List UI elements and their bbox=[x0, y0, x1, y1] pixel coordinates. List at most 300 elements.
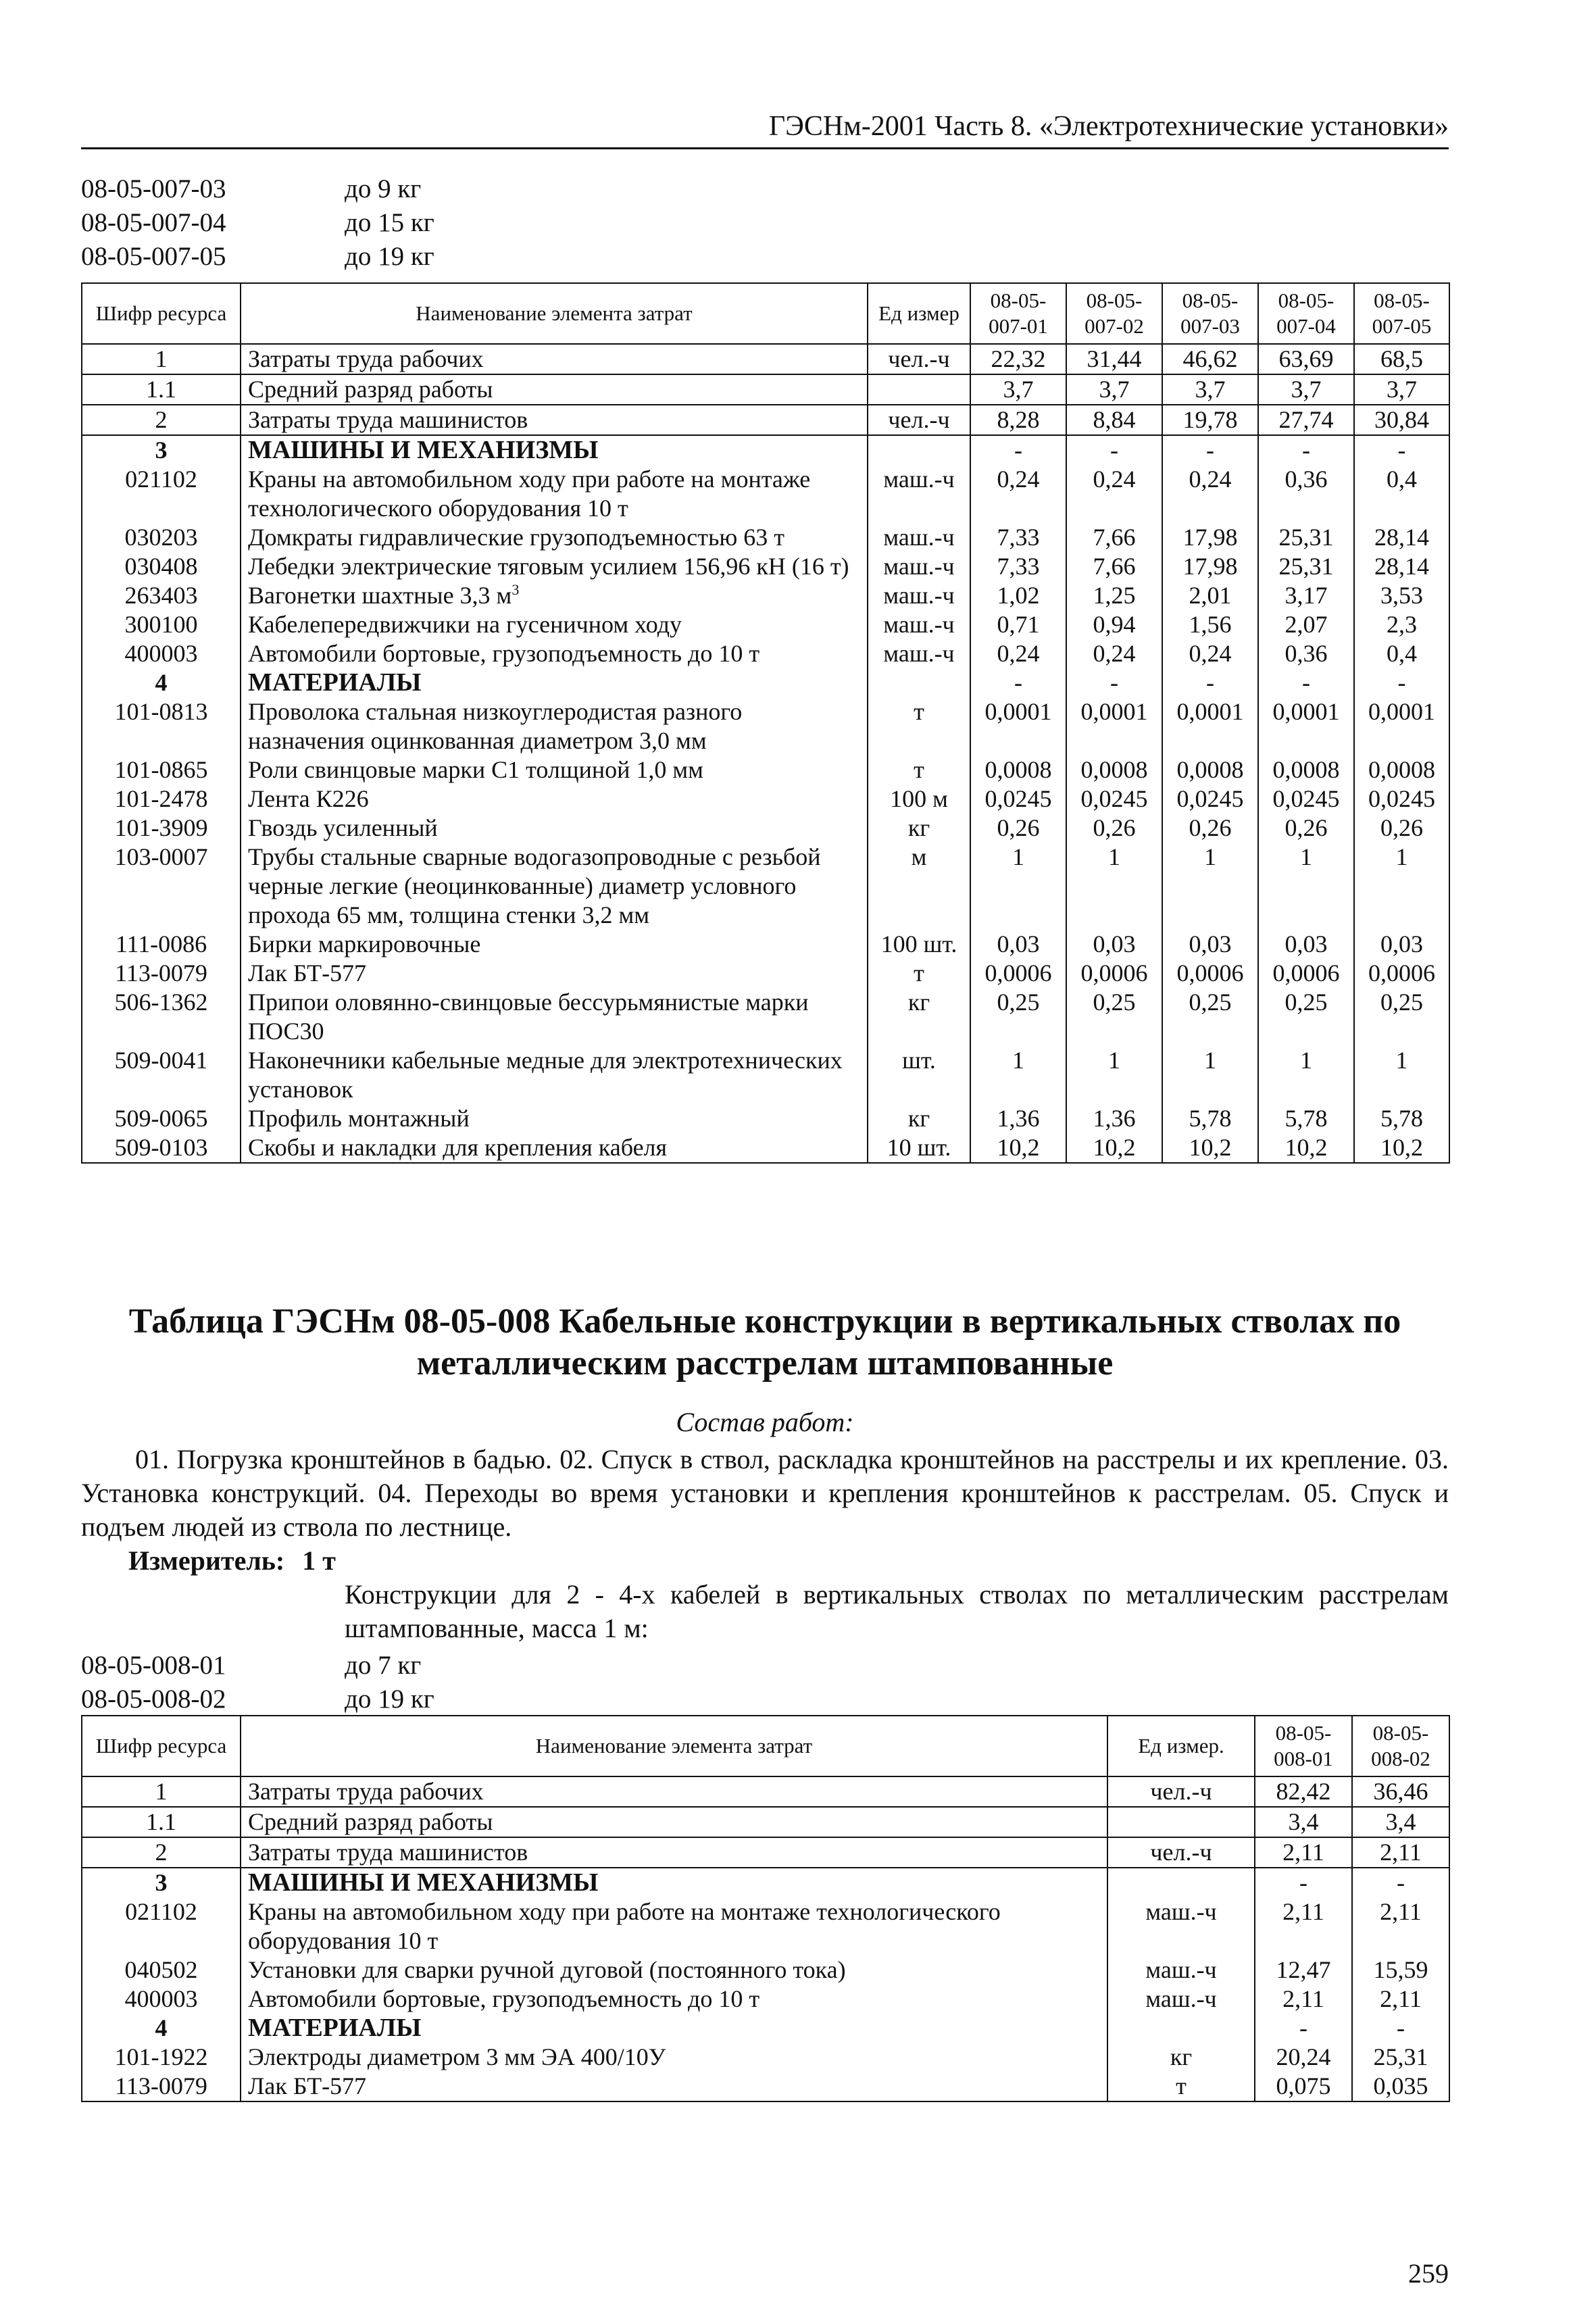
table-header-row bbox=[82, 1716, 1449, 1776]
cost-element-name bbox=[241, 1104, 868, 1133]
norm-value: 20,24 bbox=[1255, 2043, 1352, 2072]
resource-code: 4 bbox=[82, 668, 241, 697]
table-header-row bbox=[82, 283, 1449, 344]
resource-code: 400003 bbox=[82, 639, 241, 668]
table-title: Таблица ГЭСНм 08-05-008 Кабельные конструкции в вертикальных стволах по металлическим расстрелам штампованные bbox=[128, 1302, 1401, 1383]
norm-value: 1 bbox=[1162, 843, 1258, 930]
table-row bbox=[82, 552, 1449, 581]
norm-value: 1,36 bbox=[970, 1104, 1066, 1133]
running-header: ГЭСНм-2001 Часть 8. «Электротехнические установки» bbox=[81, 109, 1449, 149]
cost-element-name bbox=[241, 1897, 1107, 1956]
unit-of-measure: чел.-ч bbox=[1107, 1776, 1255, 1807]
variant-item bbox=[81, 1649, 434, 1683]
cost-element-name bbox=[241, 374, 868, 405]
norm-value: 1 bbox=[1066, 843, 1162, 930]
norm-value: 0,03 bbox=[1258, 930, 1354, 959]
resource-code: 1.1 bbox=[82, 374, 241, 405]
unit-of-measure: т bbox=[868, 959, 970, 988]
norm-value: 0,0006 bbox=[1162, 959, 1258, 988]
cost-element-text: Лак БТ-577 bbox=[248, 2072, 367, 2099]
norm-value: - bbox=[1255, 2014, 1352, 2043]
norm-value: 0,0001 bbox=[970, 697, 1066, 755]
norm-value: - bbox=[1162, 435, 1258, 465]
table-row bbox=[82, 930, 1449, 959]
cost-element-name bbox=[241, 785, 868, 814]
cost-element-name bbox=[241, 2072, 1107, 2101]
resource-code: 101-0813 bbox=[82, 697, 241, 755]
unit-of-measure: кг bbox=[868, 988, 970, 1046]
resource-code: 111-0086 bbox=[82, 930, 241, 959]
cost-element-text: Затраты труда машинистов bbox=[248, 406, 528, 433]
cost-element-text: Проволока стальная низкоуглеродистая разного назначения оцинкованная диаметром 3,0 мм bbox=[248, 698, 743, 754]
resource-code: 113-0079 bbox=[82, 2072, 241, 2101]
resource-code: 021102 bbox=[82, 1897, 241, 1956]
table-row bbox=[82, 610, 1449, 639]
unit-of-measure bbox=[868, 374, 970, 405]
table-row bbox=[82, 785, 1449, 814]
section-heading bbox=[241, 668, 868, 697]
measure-line bbox=[128, 1544, 336, 1578]
variant-label: до 7 кг bbox=[345, 1651, 422, 1680]
cost-element-text: Профиль монтажный bbox=[248, 1105, 470, 1132]
table-row bbox=[82, 1104, 1449, 1133]
norm-value: 5,78 bbox=[1354, 1104, 1449, 1133]
norm-value: 1,25 bbox=[1066, 581, 1162, 610]
norm-value: 3,17 bbox=[1258, 581, 1354, 610]
header-code: Шифр ресурса bbox=[82, 1716, 241, 1776]
cost-element-name bbox=[241, 697, 868, 755]
table-row bbox=[82, 1046, 1449, 1104]
cost-element-text: Припои оловянно-свинцовые бессурьмянистые марки ПОС30 bbox=[248, 989, 809, 1045]
norm-value: - bbox=[1258, 668, 1354, 697]
norm-value: 15,59 bbox=[1352, 1956, 1449, 1985]
table-row bbox=[82, 2014, 1449, 2043]
norm-value: 0,4 bbox=[1354, 639, 1449, 668]
norm-value: 0,24 bbox=[1066, 639, 1162, 668]
cost-element-text: Краны на автомобильном ходу при работе на монтаже технологического оборудования 10 т bbox=[248, 466, 811, 522]
unit-of-measure: кг bbox=[1107, 2043, 1255, 2072]
norm-value: - bbox=[970, 435, 1066, 465]
resource-code: 101-2478 bbox=[82, 785, 241, 814]
norm-value: 2,07 bbox=[1258, 610, 1354, 639]
cost-element-name bbox=[241, 2043, 1107, 2072]
norm-value: 0,25 bbox=[1066, 988, 1162, 1046]
unit-of-measure: шт. bbox=[868, 1046, 970, 1104]
norm-value: 1 bbox=[1066, 1046, 1162, 1104]
norm-value: 1 bbox=[1258, 843, 1354, 930]
norm-value: 10,2 bbox=[970, 1133, 1066, 1163]
table-row bbox=[82, 814, 1449, 843]
resource-code: 509-0103 bbox=[82, 1133, 241, 1163]
norm-value: 25,31 bbox=[1258, 523, 1354, 552]
norm-value: 0,71 bbox=[970, 610, 1066, 639]
resource-code: 2 bbox=[82, 1837, 241, 1868]
variant-item bbox=[81, 206, 434, 240]
cost-element-text: Бирки маркировочные bbox=[248, 930, 481, 957]
table-row bbox=[82, 1776, 1449, 1807]
unit-of-measure: маш.-ч bbox=[868, 639, 970, 668]
norm-value: 7,33 bbox=[970, 523, 1066, 552]
resource-code: 4 bbox=[82, 2014, 241, 2043]
resource-code: 101-0865 bbox=[82, 755, 241, 785]
variant-code: 08-05-008-01 bbox=[81, 1651, 226, 1680]
norm-value: - bbox=[1354, 435, 1449, 465]
norm-value: 3,4 bbox=[1352, 1807, 1449, 1837]
norm-value: 0,0008 bbox=[970, 755, 1066, 785]
header-col-2: 08-05-008-02 bbox=[1352, 1716, 1449, 1776]
unit-superscript: 3 bbox=[512, 581, 520, 598]
cost-element-name bbox=[241, 843, 868, 930]
resource-code: 1 bbox=[82, 344, 241, 374]
norm-value: 2,3 bbox=[1354, 610, 1449, 639]
cost-element-name bbox=[241, 344, 868, 374]
norm-value: - bbox=[1066, 435, 1162, 465]
table-row bbox=[82, 465, 1449, 523]
norm-value: 1 bbox=[1354, 843, 1449, 930]
cost-element-text: Роли свинцовые марки С1 толщиной 1,0 мм bbox=[248, 756, 703, 783]
unit-of-measure: кг bbox=[868, 814, 970, 843]
cost-element-text: Лента К226 bbox=[248, 785, 369, 812]
norm-value: 0,0245 bbox=[1066, 785, 1162, 814]
cost-element-text: Трубы стальные сварные водогазопроводные с резьбой черные легкие (неоцинкованные) диаметр условного прохода 65 мм, толщина стенки 3,2 мм bbox=[248, 843, 821, 928]
section-heading bbox=[241, 1868, 1107, 1897]
norm-value: - bbox=[1162, 668, 1258, 697]
cost-element-text: Электроды диаметром 3 мм ЭА 400/10У bbox=[248, 2043, 666, 2070]
unit-of-measure bbox=[868, 435, 970, 465]
norm-value: 30,84 bbox=[1354, 405, 1449, 435]
table-row bbox=[82, 843, 1449, 930]
resource-code: 021102 bbox=[82, 465, 241, 523]
cost-element-name bbox=[241, 930, 868, 959]
norm-value: 0,4 bbox=[1354, 465, 1449, 523]
cost-element-name bbox=[241, 814, 868, 843]
work-description: Конструкции для 2 - 4-х кабелей в вертикальных стволах по металлическим расстрелам штампованные, масса 1 м: bbox=[345, 1579, 1449, 1643]
cost-element-name bbox=[241, 610, 868, 639]
cost-element-name bbox=[241, 959, 868, 988]
composition-text: 01. Погрузка кронштейнов в бадью. 02. Спуск в ствол, раскладка кронштейнов на расстрелы и их крепление. 03. Установка конструкций. 04. Переходы во время установки и крепления кронштейнов к расстрелам. 05. Спуск и подъем людей из ствола по лестнице. bbox=[81, 1444, 1449, 1542]
table-row bbox=[82, 435, 1449, 465]
variant-item bbox=[81, 240, 434, 274]
norm-value: 25,31 bbox=[1352, 2043, 1449, 2072]
variant-item bbox=[81, 172, 434, 206]
norm-value: 0,24 bbox=[1162, 639, 1258, 668]
unit-of-measure: маш.-ч bbox=[1107, 1985, 1255, 2014]
norm-value: 0,03 bbox=[1066, 930, 1162, 959]
table-row bbox=[82, 1897, 1449, 1956]
resource-code: 040502 bbox=[82, 1956, 241, 1985]
table-row bbox=[82, 639, 1449, 668]
header-unit: Ед измер bbox=[868, 283, 970, 344]
cost-element-text: Кабелепередвижчики на гусеничном ходу bbox=[248, 611, 682, 638]
header-unit: Ед измер. bbox=[1107, 1716, 1255, 1776]
norm-value: 0,25 bbox=[1354, 988, 1449, 1046]
variant-code: 08-05-007-05 bbox=[81, 242, 226, 271]
unit-of-measure: т bbox=[868, 697, 970, 755]
header-code: Шифр ресурса bbox=[82, 283, 241, 344]
norm-value: - bbox=[1255, 1868, 1352, 1897]
norm-value: 0,24 bbox=[1066, 465, 1162, 523]
cost-element-text: Автомобили бортовые, грузоподъемность до 10 т bbox=[248, 1985, 760, 2012]
unit-of-measure bbox=[1107, 1868, 1255, 1897]
variant-code: 08-05-008-02 bbox=[81, 1685, 226, 1714]
unit-of-measure: кг bbox=[868, 1104, 970, 1133]
cost-element-text: Установки для сварки ручной дуговой (постоянного тока) bbox=[248, 1956, 846, 1983]
header-col-4: 08-05-007-04 bbox=[1258, 283, 1354, 344]
cost-element-text: МАШИНЫ И МЕХАНИЗМЫ bbox=[248, 1868, 599, 1897]
norm-value: 25,31 bbox=[1258, 552, 1354, 581]
norm-value: 0,25 bbox=[970, 988, 1066, 1046]
table-row bbox=[82, 1868, 1449, 1897]
norm-value: 0,0245 bbox=[970, 785, 1066, 814]
norm-value: 0,36 bbox=[1258, 465, 1354, 523]
table-row bbox=[82, 405, 1449, 435]
unit-of-measure: м bbox=[868, 843, 970, 930]
norm-value: 0,075 bbox=[1255, 2072, 1352, 2101]
norm-value: 3,4 bbox=[1255, 1807, 1352, 1837]
resource-code: 2 bbox=[82, 405, 241, 435]
norm-value: 1 bbox=[1354, 1046, 1449, 1104]
table-row bbox=[82, 2072, 1449, 2101]
composition-label: Состав работ: bbox=[676, 1407, 854, 1437]
norm-value: 3,7 bbox=[970, 374, 1066, 405]
norm-value: - bbox=[1354, 668, 1449, 697]
norm-value: 19,78 bbox=[1162, 405, 1258, 435]
norm-value: 0,0008 bbox=[1066, 755, 1162, 785]
norm-value: 31,44 bbox=[1066, 344, 1162, 374]
cost-element-text: Затраты труда машинистов bbox=[248, 1839, 528, 1866]
resource-code: 400003 bbox=[82, 1985, 241, 2014]
section-heading bbox=[241, 2014, 1107, 2043]
variant-list-007 bbox=[81, 172, 434, 274]
norm-value: 0,24 bbox=[970, 465, 1066, 523]
unit-of-measure bbox=[868, 668, 970, 697]
norm-value: 2,11 bbox=[1352, 1897, 1449, 1956]
measure-value: 1 т bbox=[302, 1545, 336, 1576]
norm-value: 0,0245 bbox=[1162, 785, 1258, 814]
unit-of-measure: маш.-ч bbox=[868, 610, 970, 639]
cost-element-name bbox=[241, 552, 868, 581]
cost-element-name bbox=[241, 1807, 1107, 1837]
norm-value: 10,2 bbox=[1162, 1133, 1258, 1163]
cost-element-name bbox=[241, 1046, 868, 1104]
cost-element-text: Автомобили бортовые, грузоподъемность до 10 т bbox=[248, 640, 760, 667]
cost-element-name bbox=[241, 639, 868, 668]
table-row bbox=[82, 697, 1449, 755]
cost-element-name bbox=[241, 405, 868, 435]
cost-element-text: Гвоздь усиленный bbox=[248, 814, 438, 841]
table-row bbox=[82, 959, 1449, 988]
table-row bbox=[82, 755, 1449, 785]
norm-value: 1,36 bbox=[1066, 1104, 1162, 1133]
unit-of-measure: маш.-ч bbox=[868, 581, 970, 610]
norm-value: 5,78 bbox=[1162, 1104, 1258, 1133]
norm-value: 0,26 bbox=[1258, 814, 1354, 843]
cost-element-text: Наконечники кабельные медные для электротехнических установок bbox=[248, 1047, 843, 1103]
header-col-1: 08-05-008-01 bbox=[1255, 1716, 1352, 1776]
unit-of-measure: маш.-ч bbox=[1107, 1956, 1255, 1985]
norm-value: 1 bbox=[1162, 1046, 1258, 1104]
norm-value: 7,66 bbox=[1066, 523, 1162, 552]
unit-of-measure: чел.-ч bbox=[868, 344, 970, 374]
resource-code: 101-1922 bbox=[82, 2043, 241, 2072]
cost-element-name bbox=[241, 1776, 1107, 1807]
cost-element-name bbox=[241, 523, 868, 552]
resource-table-08-05-007 bbox=[81, 282, 1450, 1164]
unit-of-measure: 10 шт. bbox=[868, 1133, 970, 1163]
norm-value: 0,26 bbox=[970, 814, 1066, 843]
norm-value: 12,47 bbox=[1255, 1956, 1352, 1985]
unit-of-measure: чел.-ч bbox=[868, 405, 970, 435]
cost-element-text: Лебедки электрические тяговым усилием 156,96 кН (16 т) bbox=[248, 553, 849, 580]
norm-value: 1,02 bbox=[970, 581, 1066, 610]
cost-element-name bbox=[241, 1133, 868, 1163]
table-row bbox=[82, 1807, 1449, 1837]
resource-code: 3 bbox=[82, 435, 241, 465]
norm-value: 17,98 bbox=[1162, 552, 1258, 581]
norm-value: 5,78 bbox=[1258, 1104, 1354, 1133]
norm-value: 0,0008 bbox=[1162, 755, 1258, 785]
table-row bbox=[82, 988, 1449, 1046]
table-row bbox=[82, 668, 1449, 697]
variant-item bbox=[81, 1683, 434, 1716]
norm-value: 10,2 bbox=[1066, 1133, 1162, 1163]
norm-value: 82,42 bbox=[1255, 1776, 1352, 1807]
norm-value: - bbox=[1352, 1868, 1449, 1897]
unit-of-measure: т bbox=[1107, 2072, 1255, 2101]
variant-code: 08-05-007-04 bbox=[81, 208, 226, 237]
norm-value: 8,84 bbox=[1066, 405, 1162, 435]
norm-value: 0,0245 bbox=[1354, 785, 1449, 814]
norm-value: 0,0008 bbox=[1354, 755, 1449, 785]
norm-value: 22,32 bbox=[970, 344, 1066, 374]
norm-value: 3,53 bbox=[1354, 581, 1449, 610]
header-col-3: 08-05-007-03 bbox=[1162, 283, 1258, 344]
norm-value: 3,7 bbox=[1354, 374, 1449, 405]
measure-label: Измеритель: bbox=[128, 1545, 285, 1576]
table-row bbox=[82, 1837, 1449, 1868]
norm-value: 0,0001 bbox=[1066, 697, 1162, 755]
table-row bbox=[82, 344, 1449, 374]
variant-label: до 19 кг bbox=[345, 1685, 434, 1714]
norm-value: 7,66 bbox=[1066, 552, 1162, 581]
norm-value: 2,01 bbox=[1162, 581, 1258, 610]
norm-value: 3,7 bbox=[1258, 374, 1354, 405]
cost-element-text: МАТЕРИАЛЫ bbox=[248, 668, 422, 697]
resource-code: 103-0007 bbox=[82, 843, 241, 930]
cost-element-text: Средний разряд работы bbox=[248, 1808, 493, 1835]
norm-value: - bbox=[1066, 668, 1162, 697]
norm-value: 2,11 bbox=[1352, 1985, 1449, 2014]
cost-element-text: Затраты труда рабочих bbox=[248, 345, 484, 372]
variant-label: до 9 кг bbox=[345, 174, 422, 203]
table-row bbox=[82, 374, 1449, 405]
variant-code: 08-05-007-03 bbox=[81, 174, 226, 203]
table-row bbox=[82, 2043, 1449, 2072]
norm-value: 36,46 bbox=[1352, 1776, 1449, 1807]
resource-code: 509-0065 bbox=[82, 1104, 241, 1133]
header-name: Наименование элемента затрат bbox=[241, 1716, 1107, 1776]
table-row bbox=[82, 1956, 1449, 1985]
cost-element-text: Вагонетки шахтные 3,3 м bbox=[248, 582, 512, 609]
norm-value: - bbox=[1258, 435, 1354, 465]
table-row bbox=[82, 1985, 1449, 2014]
norm-value: - bbox=[970, 668, 1066, 697]
resource-code: 030408 bbox=[82, 552, 241, 581]
unit-of-measure: маш.-ч bbox=[868, 552, 970, 581]
norm-value: 3,7 bbox=[1162, 374, 1258, 405]
norm-value: 0,24 bbox=[1162, 465, 1258, 523]
header-name: Наименование элемента затрат bbox=[241, 283, 868, 344]
norm-value: 0,03 bbox=[1354, 930, 1449, 959]
cost-element-text: Скобы и накладки для крепления кабеля bbox=[248, 1134, 668, 1161]
norm-value: 0,0001 bbox=[1162, 697, 1258, 755]
unit-of-measure: чел.-ч bbox=[1107, 1837, 1255, 1868]
unit-of-measure bbox=[1107, 2014, 1255, 2043]
resource-code: 263403 bbox=[82, 581, 241, 610]
norm-value: 0,0006 bbox=[970, 959, 1066, 988]
resource-code: 113-0079 bbox=[82, 959, 241, 988]
table-row bbox=[82, 523, 1449, 552]
resource-code: 509-0041 bbox=[82, 1046, 241, 1104]
norm-value: 0,0245 bbox=[1258, 785, 1354, 814]
norm-value: 2,11 bbox=[1255, 1837, 1352, 1868]
norm-value: 10,2 bbox=[1354, 1133, 1449, 1163]
norm-value: 1 bbox=[970, 843, 1066, 930]
cost-element-name bbox=[241, 1956, 1107, 1985]
cost-element-name bbox=[241, 755, 868, 785]
section-heading bbox=[241, 435, 868, 465]
norm-value: 0,0006 bbox=[1354, 959, 1449, 988]
page-number: 259 bbox=[1408, 2258, 1449, 2289]
unit-of-measure bbox=[1107, 1807, 1255, 1837]
cost-element-text: Домкраты гидравлические грузоподъемностью 63 т bbox=[248, 524, 785, 551]
cost-element-name bbox=[241, 1985, 1107, 2014]
table-row bbox=[82, 581, 1449, 610]
norm-value: 0,24 bbox=[970, 639, 1066, 668]
variant-list-008 bbox=[81, 1649, 434, 1716]
norm-value: 0,0006 bbox=[1066, 959, 1162, 988]
norm-value: 0,25 bbox=[1162, 988, 1258, 1046]
cost-element-name bbox=[241, 581, 868, 610]
header-col-1: 08-05-007-01 bbox=[970, 283, 1066, 344]
norm-value: 0,0001 bbox=[1354, 697, 1449, 755]
norm-value: 0,36 bbox=[1258, 639, 1354, 668]
cost-element-name bbox=[241, 465, 868, 523]
header-col-5: 08-05-007-05 bbox=[1354, 283, 1449, 344]
norm-value: 46,62 bbox=[1162, 344, 1258, 374]
norm-value: 1 bbox=[1258, 1046, 1354, 1104]
unit-of-measure: т bbox=[868, 755, 970, 785]
cost-element-text: Краны на автомобильном ходу при работе на монтаже технологического оборудования 10 т bbox=[248, 1898, 1001, 1954]
cost-element-name bbox=[241, 988, 868, 1046]
norm-value: 0,0008 bbox=[1258, 755, 1354, 785]
table-row bbox=[82, 1133, 1449, 1163]
variant-label: до 15 кг bbox=[345, 208, 434, 237]
resource-table-08-05-008 bbox=[81, 1715, 1450, 2102]
cost-element-text: МАШИНЫ И МЕХАНИЗМЫ bbox=[248, 436, 599, 464]
resource-code: 506-1362 bbox=[82, 988, 241, 1046]
unit-of-measure: маш.-ч bbox=[868, 523, 970, 552]
norm-value: 0,03 bbox=[1162, 930, 1258, 959]
norm-value: 0,94 bbox=[1066, 610, 1162, 639]
unit-of-measure: 100 шт. bbox=[868, 930, 970, 959]
norm-value: 0,26 bbox=[1354, 814, 1449, 843]
norm-value: 0,0001 bbox=[1258, 697, 1354, 755]
resource-code: 101-3909 bbox=[82, 814, 241, 843]
norm-value: - bbox=[1352, 2014, 1449, 2043]
norm-value: 27,74 bbox=[1258, 405, 1354, 435]
norm-value: 3,7 bbox=[1066, 374, 1162, 405]
